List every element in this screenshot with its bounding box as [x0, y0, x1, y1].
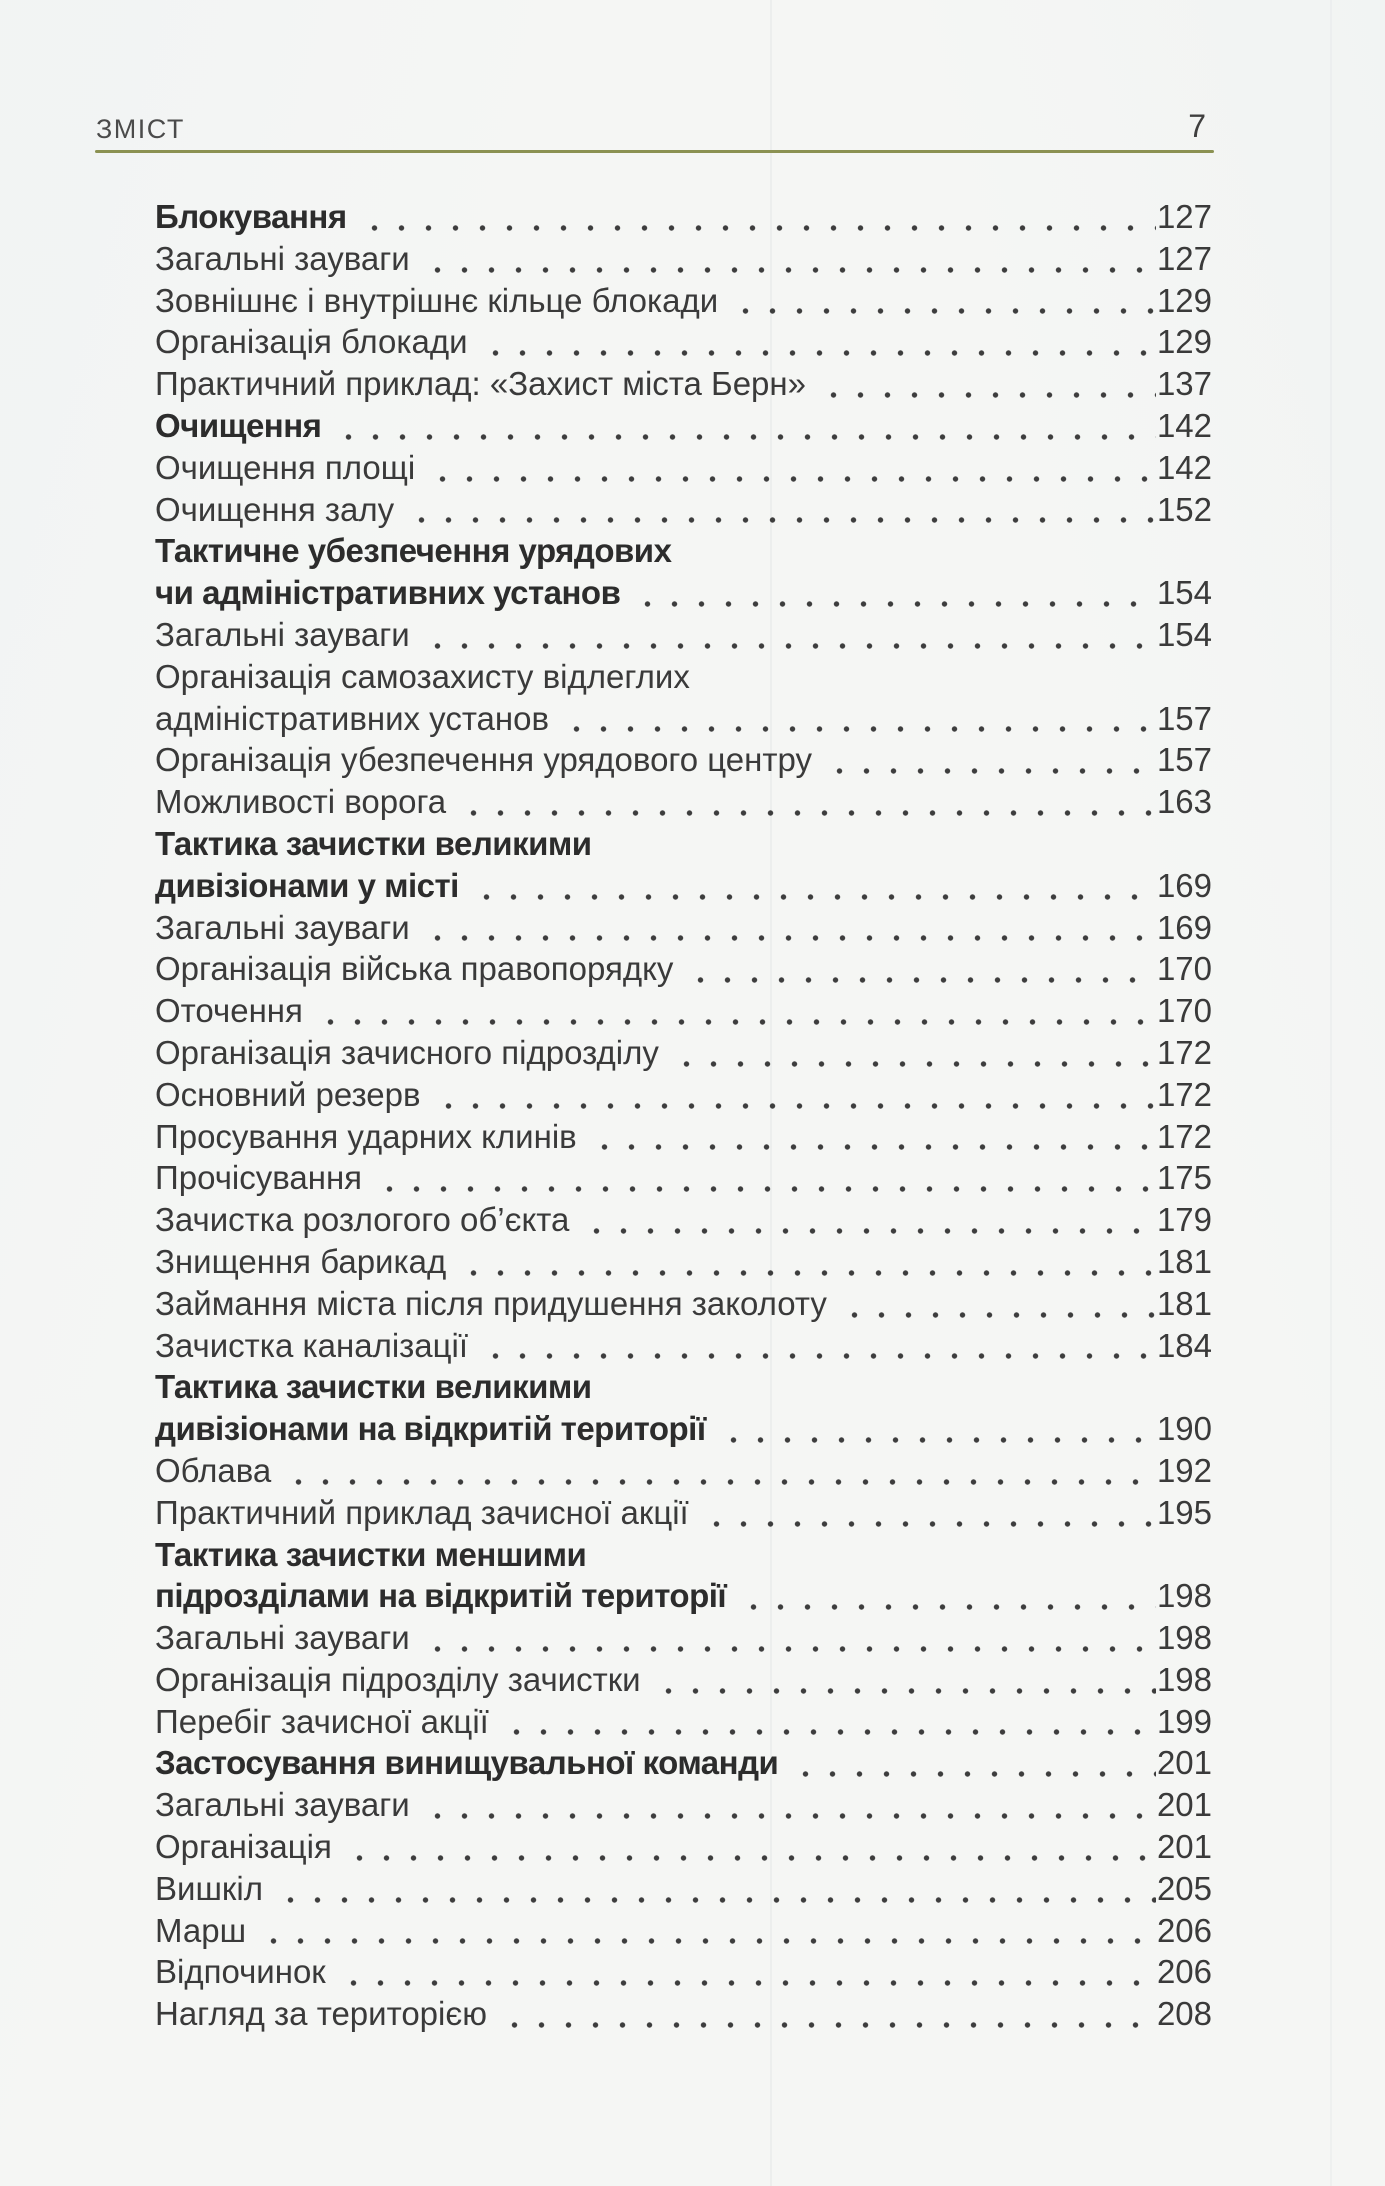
- dot-leader: [430, 1101, 1156, 1111]
- toc-entry-page: 172: [1156, 1033, 1212, 1071]
- toc-entry-text: Вишкіл: [155, 1869, 263, 1907]
- toc-entry-row: [155, 1492, 1212, 1534]
- toc-entry-text: Загальні зауваги: [155, 1786, 410, 1824]
- toc-entry-page: 208: [1156, 1995, 1212, 2033]
- toc-entry-text: Оточення: [155, 992, 303, 1030]
- dot-leader: [477, 1351, 1156, 1361]
- toc-entry-text: Нагляд за територією: [155, 1995, 487, 2033]
- toc-entry-text: Марш: [155, 1911, 247, 1949]
- toc-entry-row: [155, 1366, 1212, 1408]
- toc-entry-page: 152: [1156, 490, 1212, 528]
- toc-entry-row: [155, 1742, 1212, 1784]
- toc-entry-page: 172: [1156, 1117, 1212, 1155]
- toc-entry-row: [155, 1659, 1212, 1701]
- toc-entry-text: Просування ударних клинів: [155, 1117, 577, 1155]
- dot-leader: [419, 641, 1156, 651]
- toc-list: [155, 196, 1212, 2035]
- dot-leader: [272, 1895, 1156, 1905]
- scan-artifact-line: [1330, 0, 1332, 2186]
- toc-entry-page: 206: [1156, 1911, 1212, 1949]
- toc-entry-row: [155, 280, 1212, 322]
- toc-entry-row: [155, 1116, 1212, 1158]
- toc-entry-page: 170: [1156, 992, 1212, 1030]
- dot-leader: [578, 1226, 1156, 1236]
- toc-entry-row: [155, 1074, 1212, 1116]
- dot-leader: [255, 1936, 1156, 1946]
- toc-entry-page: 157: [1156, 741, 1212, 779]
- toc-entry-text: Організація зачисного підрозділу: [155, 1033, 659, 1071]
- toc-entry-page: 169: [1156, 908, 1212, 946]
- dot-leader: [356, 223, 1156, 233]
- toc-entry-page: 206: [1156, 1953, 1212, 1991]
- toc-entry-page: 198: [1156, 1660, 1212, 1698]
- toc-entry-page: 195: [1156, 1493, 1212, 1531]
- dot-leader: [341, 1853, 1156, 1863]
- toc-entry-text: Тактика зачистки великими: [155, 824, 592, 862]
- toc-entry-page: 181: [1156, 1242, 1212, 1280]
- dot-leader: [419, 933, 1156, 943]
- dot-leader: [419, 1811, 1156, 1821]
- toc-entry-page: 129: [1156, 323, 1212, 361]
- toc-entry-row: [155, 781, 1212, 823]
- toc-entry-page: 170: [1156, 950, 1212, 988]
- dot-leader: [715, 1435, 1156, 1445]
- toc-entry-text: Застосування винищувальної команди: [155, 1744, 779, 1782]
- toc-entry-row: [155, 1157, 1212, 1199]
- dot-leader: [586, 1142, 1156, 1152]
- toc-entry-text: Загальні зауваги: [155, 239, 410, 277]
- toc-entry-page: 201: [1156, 1828, 1212, 1866]
- toc-entry-text: Практичний приклад зачисної акції: [155, 1493, 689, 1531]
- toc-entry-row: [155, 530, 1212, 572]
- toc-entry-text: підрозділами на відкритій території: [155, 1577, 727, 1615]
- toc-entry-row: [155, 1575, 1212, 1617]
- dot-leader: [787, 1769, 1156, 1779]
- dot-leader: [477, 348, 1156, 358]
- dot-leader: [455, 1268, 1156, 1278]
- toc-entry-row: [155, 1450, 1212, 1492]
- dot-leader: [312, 1017, 1156, 1027]
- toc-entry-page: 198: [1156, 1577, 1212, 1615]
- toc-entry-row: [155, 321, 1212, 363]
- toc-entry-page: 169: [1156, 866, 1212, 904]
- toc-entry-page: 142: [1156, 448, 1212, 486]
- toc-entry-row: [155, 196, 1212, 238]
- toc-entry-text: Очищення: [155, 406, 322, 444]
- toc-entry-text: Тактика зачистки великими: [155, 1368, 592, 1406]
- toc-entry-text: Зачистка розлогого об’єкта: [155, 1201, 570, 1239]
- toc-entry-page: 175: [1156, 1159, 1212, 1197]
- dot-leader: [403, 515, 1156, 525]
- toc-entry-text: Загальні зауваги: [155, 908, 410, 946]
- toc-entry-text: Загальні зауваги: [155, 615, 410, 653]
- toc-entry-text: Знищення барикад: [155, 1242, 447, 1280]
- dot-leader: [498, 1727, 1156, 1737]
- toc-entry-text: Організація: [155, 1828, 332, 1866]
- toc-entry-row: [155, 656, 1212, 698]
- toc-entry-text: Організація підрозділу зачистки: [155, 1660, 641, 1698]
- toc-entry-row: [155, 238, 1212, 280]
- toc-entry-page: 192: [1156, 1451, 1212, 1489]
- toc-entry-row: [155, 1868, 1212, 1910]
- toc-entry-text: Зачистка каналізації: [155, 1326, 469, 1364]
- dot-leader: [419, 1644, 1156, 1654]
- toc-entry-text: Очищення залу: [155, 490, 395, 528]
- toc-entry-page: 163: [1156, 783, 1212, 821]
- toc-entry-row: [155, 1993, 1212, 2035]
- toc-entry-text: Зовнішнє і внутрішнє кільце блокади: [155, 281, 719, 319]
- toc-entry-page: 198: [1156, 1619, 1212, 1657]
- dot-leader: [698, 1519, 1156, 1529]
- toc-entry-text: Організація війська правопорядку: [155, 950, 674, 988]
- toc-entry-row: [155, 698, 1212, 740]
- dot-leader: [335, 1978, 1156, 1988]
- toc-entry-row: [155, 405, 1212, 447]
- toc-entry-text: Практичний приклад: «Захист міста Берн»: [155, 365, 806, 403]
- dot-leader: [455, 808, 1156, 818]
- toc-entry-page: 127: [1156, 239, 1212, 277]
- dot-leader: [629, 599, 1156, 609]
- toc-entry-page: 179: [1156, 1201, 1212, 1239]
- dot-leader: [668, 1059, 1156, 1069]
- dot-leader: [371, 1184, 1156, 1194]
- toc-entry-row: [155, 614, 1212, 656]
- toc-entry-text: дивізіонами у місті: [155, 866, 459, 904]
- dot-leader: [682, 975, 1156, 985]
- dot-leader: [727, 306, 1156, 316]
- toc-entry-row: [155, 990, 1212, 1032]
- page-number: 7: [1188, 108, 1206, 144]
- toc-entry-text: Очищення площі: [155, 448, 416, 486]
- toc-entry-page: 181: [1156, 1284, 1212, 1322]
- toc-entry-text: Облава: [155, 1451, 272, 1489]
- toc-entry-page: 137: [1156, 365, 1212, 403]
- dot-leader: [821, 766, 1156, 776]
- toc-entry-row: [155, 447, 1212, 489]
- toc-entry-page: 154: [1156, 615, 1212, 653]
- dot-leader: [280, 1477, 1156, 1487]
- toc-entry-row: [155, 907, 1212, 949]
- dot-leader: [330, 432, 1156, 442]
- toc-entry-row: [155, 823, 1212, 865]
- toc-entry-row: [155, 739, 1212, 781]
- header-rule: [95, 150, 1214, 153]
- toc-entry-page: 172: [1156, 1075, 1212, 1113]
- toc-entry-text: Відпочинок: [155, 1953, 326, 1991]
- toc-entry-row: [155, 1199, 1212, 1241]
- toc-entry-text: Перебіг зачисної акції: [155, 1702, 489, 1740]
- toc-entry-row: [155, 572, 1212, 614]
- page-heading: ЗМІСТ: [96, 114, 185, 144]
- toc-entry-row: [155, 1408, 1212, 1450]
- toc-entry-text: Можливості ворога: [155, 783, 447, 821]
- toc-entry-row: [155, 1241, 1212, 1283]
- toc-entry-text: адміністративних установ: [155, 699, 550, 737]
- toc-entry-row: [155, 1534, 1212, 1576]
- toc-entry-text: чи адміністративних установ: [155, 574, 621, 612]
- dot-leader: [496, 2020, 1156, 2030]
- toc-entry-row: [155, 489, 1212, 531]
- dot-leader: [424, 474, 1156, 484]
- toc-entry-row: [155, 1826, 1212, 1868]
- toc-entry-text: Тактичне убезпечення урядових: [155, 532, 672, 570]
- toc-entry-page: 142: [1156, 406, 1212, 444]
- dot-leader: [419, 265, 1156, 275]
- toc-entry-text: Організація самозахисту відлеглих: [155, 657, 690, 695]
- toc-entry-row: [155, 1951, 1212, 1993]
- dot-leader: [558, 724, 1156, 734]
- toc-entry-text: Тактика зачистки меншими: [155, 1535, 587, 1573]
- toc-entry-text: Організація убезпечення урядового центру: [155, 741, 812, 779]
- toc-entry-page: 205: [1156, 1869, 1212, 1907]
- toc-entry-row: [155, 1032, 1212, 1074]
- toc-entry-row: [155, 865, 1212, 907]
- toc-entry-row: [155, 1325, 1212, 1367]
- toc-entry-text: Основний резерв: [155, 1075, 421, 1113]
- toc-entry-row: [155, 1283, 1212, 1325]
- toc-entry-row: [155, 1617, 1212, 1659]
- dot-leader: [468, 892, 1156, 902]
- toc-entry-page: 190: [1156, 1410, 1212, 1448]
- toc-entry-page: 201: [1156, 1744, 1212, 1782]
- toc-entry-text: Загальні зауваги: [155, 1619, 410, 1657]
- dot-leader: [735, 1602, 1156, 1612]
- toc-entry-row: [155, 948, 1212, 990]
- toc-entry-page: 184: [1156, 1326, 1212, 1364]
- toc-entry-page: 127: [1156, 198, 1212, 235]
- toc-entry-page: 129: [1156, 281, 1212, 319]
- toc-entry-row: [155, 1910, 1212, 1952]
- dot-leader: [815, 390, 1156, 400]
- toc-entry-text: Блокування: [155, 198, 347, 235]
- toc-entry-page: 199: [1156, 1702, 1212, 1740]
- toc-entry-row: [155, 1784, 1212, 1826]
- toc-entry-text: Організація блокади: [155, 323, 468, 361]
- toc-entry-row: [155, 1701, 1212, 1743]
- toc-entry-text: Займання міста після придушення заколоту: [155, 1284, 827, 1322]
- toc-entry-row: [155, 363, 1212, 405]
- toc-entry-page: 201: [1156, 1786, 1212, 1824]
- dot-leader: [650, 1686, 1156, 1696]
- dot-leader: [836, 1310, 1156, 1320]
- toc-entry-page: 157: [1156, 699, 1212, 737]
- toc-entry-text: дивізіонами на відкритій території: [155, 1410, 706, 1448]
- toc-entry-text: Прочісування: [155, 1159, 363, 1197]
- toc-entry-page: 154: [1156, 574, 1212, 612]
